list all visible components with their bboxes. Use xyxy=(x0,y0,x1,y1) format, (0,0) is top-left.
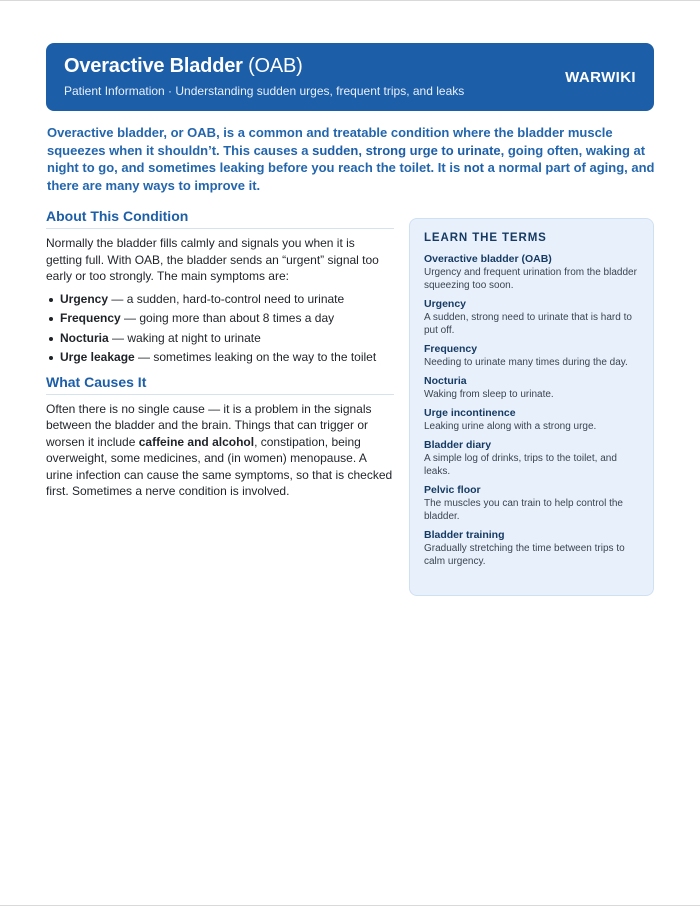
symptom-list xyxy=(46,291,394,366)
glossary-term xyxy=(424,374,639,401)
glossary-heading: LEARN THE TERMS xyxy=(424,232,547,244)
glossary-term-definition: Waking from sleep to urinate. xyxy=(424,389,554,400)
causes-text-2: , constipation, being overweight, some medicines, and (in women) menopause. A urine infection can cause the same symptoms, so that is checked first. Sometimes a nerve condition is involved. xyxy=(46,434,393,498)
glossary-term-name: Frequency xyxy=(424,343,478,355)
glossary-term-definition: Leaking urine along with a strong urge. xyxy=(424,421,597,432)
causes-paragraph xyxy=(46,401,394,500)
glossary-term-definition: The muscles you can train to help control the bladder. xyxy=(424,498,623,522)
glossary-term xyxy=(424,342,639,369)
brand-logo-text: WARWIKI xyxy=(565,69,636,86)
intro-emphasis-urge: sudden, strong urge to urinate xyxy=(312,142,501,158)
glossary-term-name: Bladder training xyxy=(424,529,505,541)
intro-text-1: Overactive bladder, or OAB, is a common and treatable condition where the bladder muscle squeezes when it shouldn’t. This causes a xyxy=(47,125,613,158)
symptom-term: Nocturia xyxy=(60,330,109,345)
about-paragraph: Normally the bladder fills calmly and signals you when it is getting full. With OAB, the bladder sends an “urgent” signal too early or too strongly. The main symptoms are: xyxy=(46,236,379,283)
symptom-item xyxy=(46,310,394,327)
page-subtitle: Patient Information · Understanding sudden urges, frequent trips, and leaks xyxy=(64,84,465,98)
glossary-term xyxy=(424,528,639,568)
symptom-term: Urge leakage xyxy=(60,350,135,364)
about-heading: About This Condition xyxy=(46,208,394,229)
symptom-item xyxy=(46,349,394,366)
glossary-term-name: Overactive bladder (OAB) xyxy=(424,253,552,265)
main-content xyxy=(46,208,394,500)
symptom-text: — a sudden, hard-to-control need to urinate xyxy=(108,291,345,306)
intro-emphasis-not: not xyxy=(463,160,485,175)
causes-emphasis: caffeine and alcohol xyxy=(138,434,255,449)
symptom-item xyxy=(46,330,394,347)
glossary-panel xyxy=(409,218,654,596)
symptom-item xyxy=(46,291,394,308)
glossary-term xyxy=(424,438,639,478)
glossary-term-name: Bladder diary xyxy=(424,439,492,451)
glossary-term-name: Nocturia xyxy=(424,375,467,387)
glossary-term-name: Urge incontinence xyxy=(424,407,516,419)
glossary-term-name: Urgency xyxy=(424,298,467,310)
page-title-main: Overactive Bladder xyxy=(64,55,243,77)
causes-heading: What Causes It xyxy=(46,374,394,395)
causes-text-1: Often there is no single cause — it is a problem in the signals between the bladder and the brain. Things that can trigger or worsen it include xyxy=(46,401,372,449)
page-title xyxy=(64,55,303,78)
symptom-text: — sometimes leaking on the way to the toilet xyxy=(134,350,377,364)
symptom-text: — going more than about 8 times a day xyxy=(120,311,335,325)
glossary-term xyxy=(424,483,639,523)
symptom-term: Urgency xyxy=(60,291,109,306)
glossary-term-definition: Gradually stretching the time between trips to calm urgency. xyxy=(424,543,625,567)
symptom-term: Frequency xyxy=(60,311,121,325)
page-title-abbr: (OAB) xyxy=(248,55,303,77)
header-banner xyxy=(46,43,654,111)
glossary-term-name: Pelvic floor xyxy=(424,484,481,496)
glossary-term xyxy=(424,252,639,292)
glossary-term-definition: A sudden, strong need to urinate that is hard to put off. xyxy=(424,312,632,336)
glossary-term xyxy=(424,297,639,337)
intro-text-3: a normal part of aging, and there are many ways to improve it. xyxy=(47,160,655,193)
intro-text-2: , going often, waking at night to go, and sometimes leaking before you reach the toilet. It is xyxy=(47,142,646,175)
glossary-term-definition: Urgency and frequent urination from the bladder squeezing too soon. xyxy=(424,267,637,291)
glossary-term xyxy=(424,406,639,433)
glossary-term-definition: Needing to urinate many times during the day. xyxy=(424,357,628,368)
symptom-text: — waking at night to urinate xyxy=(108,330,261,345)
glossary-term-definition: A simple log of drinks, trips to the toilet, and leaks. xyxy=(424,453,617,477)
intro-summary xyxy=(47,124,659,194)
